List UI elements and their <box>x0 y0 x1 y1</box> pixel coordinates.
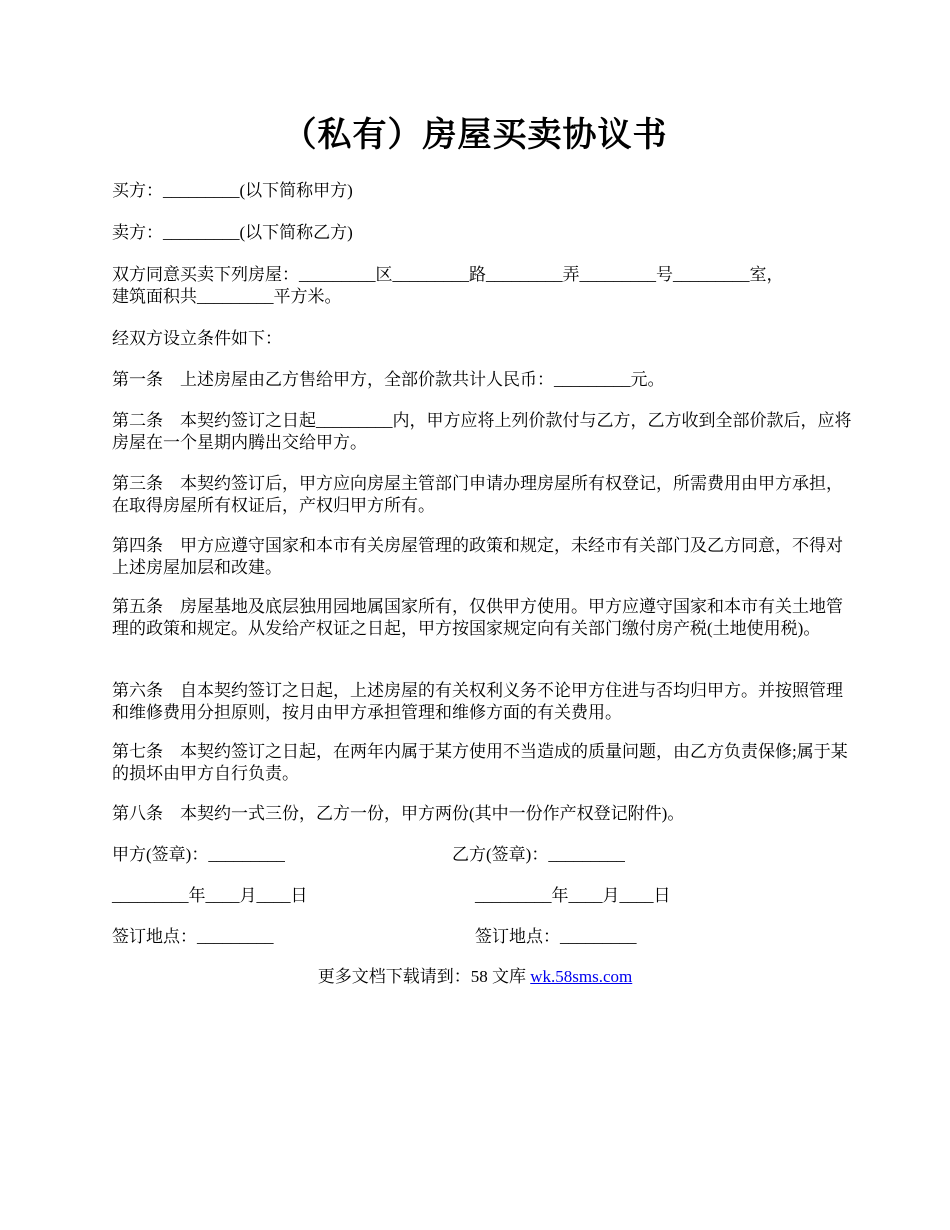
signature-row <box>112 844 857 866</box>
property-line-2: 建筑面积共_________平方米。 <box>112 287 342 306</box>
place-row <box>112 926 857 948</box>
article-7: 第七条 本契约签订之日起，在两年内属于某方使用不当造成的质量问题，由乙方负责保修;属于某的损坏由甲方自行负责。 <box>112 742 848 783</box>
conditions-intro: 经双方设立条件如下： <box>112 329 282 348</box>
property-line-1: 双方同意买卖下列房屋：_________区_________路_________弄_________号_________室， <box>112 265 784 284</box>
article-5: 第五条 房屋基地及底层独用园地属国家所有，仅供甲方使用。甲方应遵守国家和本市有关土地管理的政策和规定。从发给产权证之日起，甲方按国家规定向有关部门缴付房产税(土地使用税)。 <box>112 597 843 638</box>
article-8: 第八条 本契约一式三份，乙方一份，甲方两份(其中一份作产权登记附件)。 <box>112 804 685 823</box>
party-b-signature: 乙方(签章)：_________ <box>452 845 625 864</box>
footer-note <box>0 966 950 988</box>
footer-text: 更多文档下载请到：58 文库 <box>317 967 531 986</box>
article-6: 第六条 自本契约签订之日起，上述房屋的有关权利义务不论甲方住进与否均归甲方。并按照管理和维修费用分担原则，按月由甲方承担管理和维修方面的有关费用。 <box>112 681 843 722</box>
party-b-place: 签订地点：_________ <box>475 927 637 946</box>
buyer-line: 买方：_________(以下简称甲方) <box>112 181 353 200</box>
article-4: 第四条 甲方应遵守国家和本市有关房屋管理的政策和规定，未经市有关部门及乙方同意，不得对上述房屋加层和改建。 <box>112 536 843 577</box>
document-title: （私有）房屋买卖协议书 <box>282 115 668 155</box>
footer-link[interactable]: wk.58sms.com <box>530 967 633 986</box>
property-description <box>112 264 857 308</box>
party-b-date: _________年____月____日 <box>475 886 671 905</box>
party-a-place: 签订地点：_________ <box>112 927 274 946</box>
party-a-signature: 甲方(签章)：_________ <box>112 845 285 864</box>
seller-line: 卖方：_________(以下简称乙方) <box>112 223 353 242</box>
article-3: 第三条 本契约签订后，甲方应向房屋主管部门申请办理房屋所有权登记，所需费用由甲方承担，在取得房屋所有权证后，产权归甲方所有。 <box>112 474 843 515</box>
article-1: 第一条 上述房屋由乙方售给甲方，全部价款共计人民币：_________元。 <box>112 370 665 389</box>
date-row <box>112 885 857 907</box>
article-2: 第二条 本契约签订之日起_________内，甲方应将上列价款付与乙方，乙方收到全部价款后，应将房屋在一个星期内腾出交给甲方。 <box>112 411 852 452</box>
party-a-date: _________年____月____日 <box>112 886 308 905</box>
